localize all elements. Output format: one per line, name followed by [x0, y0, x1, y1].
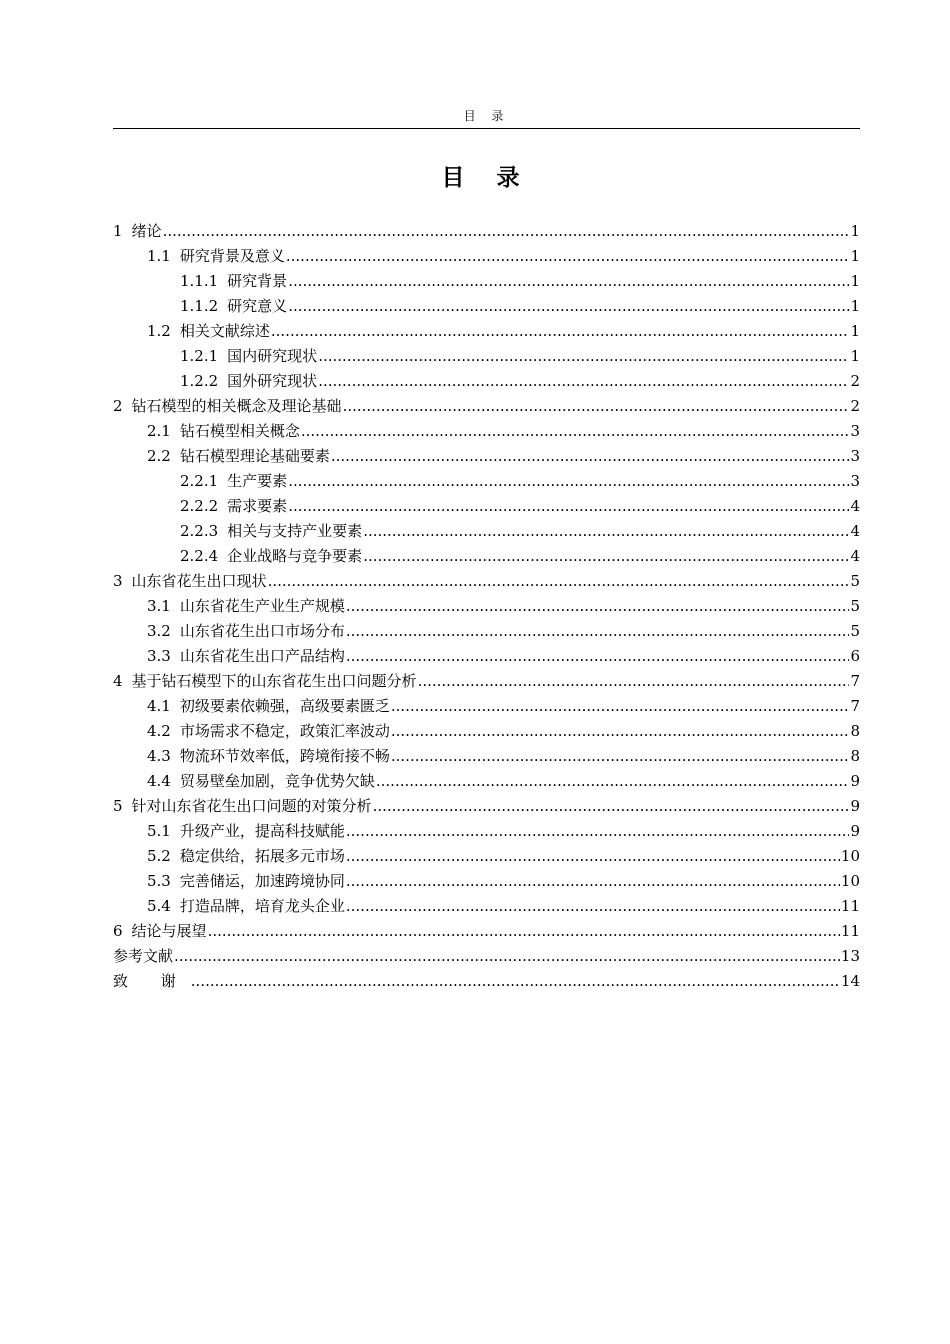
toc-entry-page: 11 [840, 897, 860, 915]
toc-entry-title: 初级要素依赖强，高级要素匮乏 [179, 697, 390, 715]
toc-leader-dots [363, 544, 849, 569]
toc-leader-dots [418, 669, 850, 694]
toc-entry-page: 13 [840, 947, 860, 965]
toc-entry-number: 1 [113, 222, 123, 240]
toc-entry-title: 市场需求不稳定，政策汇率波动 [179, 722, 390, 740]
toc-entry[interactable] [113, 919, 860, 944]
toc-entry-number: 4.4 [147, 772, 171, 790]
toc-entry-title: 研究意义 [227, 297, 288, 315]
toc-leader-dots [391, 744, 850, 769]
toc-leader-dots [288, 469, 849, 494]
toc-entry-title: 钻石模型的相关概念及理论基础 [131, 397, 342, 415]
toc-entry-title: 基于钻石模型下的山东省花生出口问题分析 [131, 672, 417, 690]
toc-entry[interactable] [113, 969, 860, 994]
toc-entry-title: 结论与展望 [131, 922, 207, 940]
toc-entry-title: 研究背景及意义 [179, 247, 285, 265]
toc-entry-number: 1.1.2 [180, 297, 219, 315]
toc-entry-title: 针对山东省花生出口问题的对策分析 [131, 797, 372, 815]
toc-entry-title: 致 谢 [113, 972, 190, 990]
toc-entry-title: 生产要素 [227, 472, 288, 490]
toc-leader-dots [391, 694, 850, 719]
toc-entry[interactable] [113, 569, 860, 594]
toc-entry-page: 11 [840, 922, 860, 940]
toc-entry-title: 完善储运，加速跨境协同 [179, 872, 345, 890]
toc-entry-number: 5.1 [147, 822, 171, 840]
toc-entry-title: 打造品牌，培育龙头企业 [179, 897, 345, 915]
toc-entry-number: 5 [113, 797, 123, 815]
toc-entry-title: 山东省花生出口产品结构 [179, 647, 345, 665]
toc-leader-dots [373, 794, 850, 819]
toc-leader-dots [343, 394, 850, 419]
toc-leader-dots [163, 219, 850, 244]
toc-entry[interactable] [113, 594, 860, 619]
toc-entry-number: 2.2.1 [180, 472, 219, 490]
header-rule [113, 128, 860, 129]
toc-leader-dots [318, 344, 849, 369]
toc-entry-number: 1.2.2 [180, 372, 219, 390]
toc-leader-dots [301, 419, 850, 444]
toc-entry-number: 4.3 [147, 747, 171, 765]
toc-leader-dots [286, 244, 850, 269]
toc-entry-page: 7 [850, 697, 860, 715]
toc-entry[interactable] [113, 744, 860, 769]
toc-entry-title: 需求要素 [227, 497, 288, 515]
toc-leader-dots [346, 844, 840, 869]
toc-entry[interactable] [113, 419, 860, 444]
toc-entry[interactable] [113, 819, 860, 844]
toc-entry-page: 10 [840, 872, 860, 890]
toc-entry-number: 5.2 [147, 847, 171, 865]
toc-entry-page: 8 [850, 747, 860, 765]
toc-entry-title: 研究背景 [227, 272, 288, 290]
toc-entry-page: 5 [850, 597, 860, 615]
toc-entry-title: 国内研究现状 [227, 347, 318, 365]
toc-entry[interactable] [113, 794, 860, 819]
toc-entry-page: 1 [850, 272, 860, 290]
toc-entry-title: 贸易壁垒加剧，竞争优势欠缺 [179, 772, 375, 790]
toc-entry-title: 升级产业，提高科技赋能 [179, 822, 345, 840]
toc-entry-page: 5 [850, 622, 860, 640]
toc-entry-title: 企业战略与竞争要素 [227, 547, 363, 565]
toc-entry[interactable] [113, 694, 860, 719]
toc-entry[interactable] [113, 344, 860, 369]
toc-entry-number: 3.1 [147, 597, 171, 615]
toc-leader-dots [346, 819, 850, 844]
toc-leader-dots [376, 769, 850, 794]
toc-entry-page: 8 [850, 722, 860, 740]
toc-entry-title: 山东省花生产业生产规模 [179, 597, 345, 615]
toc-entry[interactable] [113, 669, 860, 694]
toc-entry-number: 2.2.4 [180, 547, 219, 565]
toc-entry-number: 2.2.3 [180, 522, 219, 540]
toc-entry[interactable] [113, 244, 860, 269]
toc-entry-number: 3.3 [147, 647, 171, 665]
toc-entry-number: 1.1 [147, 247, 171, 265]
toc-leader-dots [346, 894, 840, 919]
toc-entry-page: 9 [850, 822, 860, 840]
toc-entry[interactable] [113, 869, 860, 894]
toc-entry-number: 4.1 [147, 697, 171, 715]
toc-leader-dots [288, 269, 849, 294]
toc-leader-dots [208, 919, 840, 944]
toc-entry[interactable] [113, 719, 860, 744]
toc-leader-dots [174, 944, 840, 969]
toc-entry-number: 1.2 [147, 322, 171, 340]
toc-entry-page: 14 [840, 972, 860, 990]
toc-entry-page: 4 [850, 497, 860, 515]
toc-entry-page: 3 [850, 472, 860, 490]
toc-leader-dots [268, 569, 850, 594]
toc-entry-number: 5.3 [147, 872, 171, 890]
toc-entry-title: 钻石模型相关概念 [179, 422, 300, 440]
toc-entry[interactable] [113, 644, 860, 669]
toc-entry-page: 2 [850, 372, 860, 390]
toc-leader-dots [331, 444, 850, 469]
toc-entry-page: 3 [850, 422, 860, 440]
toc-entry-title: 山东省花生出口市场分布 [179, 622, 345, 640]
toc-entry-page: 3 [850, 447, 860, 465]
toc-entry[interactable] [113, 844, 860, 869]
toc-entry[interactable] [113, 894, 860, 919]
toc-entry-page: 1 [850, 247, 860, 265]
toc-entry-page: 9 [850, 772, 860, 790]
toc-entry-title: 绪论 [131, 222, 162, 240]
toc-leader-dots [271, 319, 850, 344]
toc-entry-number: 2.2 [147, 447, 171, 465]
toc-leader-dots [346, 594, 850, 619]
toc-entry-number: 1.1.1 [180, 272, 219, 290]
toc-entry-title: 钻石模型理论基础要素 [179, 447, 330, 465]
toc-entry[interactable] [113, 769, 860, 794]
toc-entry-page: 1 [850, 322, 860, 340]
toc-entry-page: 7 [850, 672, 860, 690]
toc-entry-page: 1 [850, 222, 860, 240]
running-header: 目 录 [463, 109, 510, 123]
toc-entry-page: 10 [840, 847, 860, 865]
toc-entry-title: 相关与支持产业要素 [227, 522, 363, 540]
toc-leader-dots [346, 619, 850, 644]
toc-entry[interactable] [113, 269, 860, 294]
table-of-contents [113, 219, 860, 994]
toc-entry[interactable] [113, 944, 860, 969]
toc-entry-number: 2 [113, 397, 123, 415]
toc-entry-title: 稳定供给，拓展多元市场 [179, 847, 345, 865]
toc-entry[interactable] [113, 219, 860, 244]
toc-entry-page: 1 [850, 297, 860, 315]
toc-entry[interactable] [113, 519, 860, 544]
toc-entry-number: 2.2.2 [180, 497, 219, 515]
toc-entry[interactable] [113, 469, 860, 494]
toc-leader-dots [288, 494, 849, 519]
toc-entry-page: 4 [850, 522, 860, 540]
toc-leader-dots [318, 369, 849, 394]
toc-entry-title: 山东省花生出口现状 [131, 572, 267, 590]
toc-entry-number: 3.2 [147, 622, 171, 640]
toc-entry-page: 1 [850, 347, 860, 365]
toc-entry-number: 1.2.1 [180, 347, 219, 365]
toc-leader-dots [346, 869, 840, 894]
toc-entry-page: 9 [850, 797, 860, 815]
toc-entry[interactable] [113, 369, 860, 394]
toc-leader-dots [191, 969, 840, 994]
toc-entry[interactable] [113, 544, 860, 569]
toc-entry[interactable] [113, 494, 860, 519]
toc-entry-page: 5 [850, 572, 860, 590]
toc-entry-title: 参考文献 [113, 947, 174, 965]
toc-entry-page: 4 [850, 547, 860, 565]
toc-leader-dots [363, 519, 849, 544]
toc-entry-page: 6 [850, 647, 860, 665]
toc-entry-number: 2.1 [147, 422, 171, 440]
toc-entry-title: 物流环节效率低，跨境衔接不畅 [179, 747, 390, 765]
toc-entry[interactable] [113, 294, 860, 319]
page-title: 目 录 [441, 165, 532, 191]
toc-leader-dots [346, 644, 850, 669]
toc-entry[interactable] [113, 444, 860, 469]
toc-entry-number: 5.4 [147, 897, 171, 915]
toc-entry[interactable] [113, 619, 860, 644]
toc-entry-number: 6 [113, 922, 123, 940]
toc-entry-number: 3 [113, 572, 123, 590]
toc-entry-number: 4 [113, 672, 123, 690]
toc-entry-title: 国外研究现状 [227, 372, 318, 390]
toc-entry-page: 2 [850, 397, 860, 415]
toc-entry-title: 相关文献综述 [179, 322, 270, 340]
toc-entry[interactable] [113, 394, 860, 419]
toc-entry[interactable] [113, 319, 860, 344]
toc-entry-number: 4.2 [147, 722, 171, 740]
toc-leader-dots [288, 294, 849, 319]
toc-leader-dots [391, 719, 850, 744]
